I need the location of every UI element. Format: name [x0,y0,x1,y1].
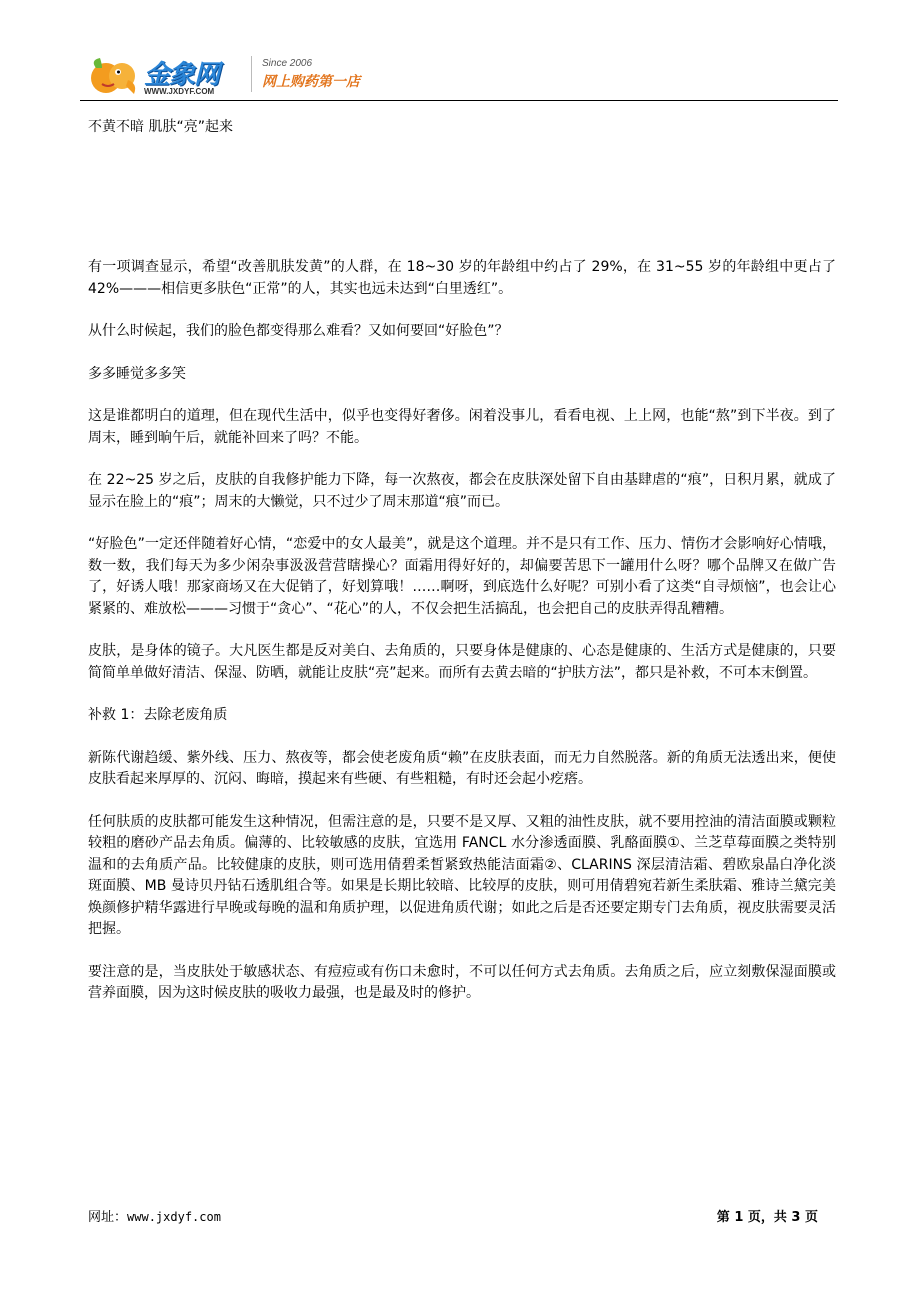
paragraph-survey: 有一项调查显示，希望“改善肌肤发黄”的人群，在 18~30 岁的年龄组中约占了 29%，在 31~55 岁的年龄组中更占了 42%———相信更多肤色“正常”的人，其实也远未达到“白里透红”。 [88,259,836,297]
footer-url-link[interactable]: www.jxdyf.com [127,1210,221,1224]
paragraph-metabolism: 新陈代谢趋缓、紫外线、压力、熬夜等，都会使老废角质“赖”在皮肤表面，而无力自然脱落。新的角质无法透出来，便使皮肤看起来厚厚的、沉闷、晦暗，摸起来有些硬、有些粗糙，有时还会起小疙瘩。 [88,749,836,787]
header-rule [80,100,838,101]
logo-text: 金象网 [144,59,220,89]
paragraph-modern-life: 这是谁都明白的道理，但在现代生活中，似乎也变得好奢侈。闲着没事儿，看看电视、上上网，也能“熬”到下半夜。到了周末，睡到晌午后，就能补回来了吗？不能。 [88,408,836,446]
slogan-text: 网上购药第一店 [262,74,360,90]
paragraph-mirror: 皮肤，是身体的镜子。大凡医生都是反对美白、去角质的，只要身体是健康的、心态是健康的、生活方式是健康的，只要简简单单做好清洁、保湿、防晒，就能让皮肤“亮”起来。而所有去黄去暗的“护肤方法”，都只是补救，不可本末倒置。 [88,643,836,681]
jxdyf-logo[interactable] [88,54,248,98]
paragraph-question: 从什么时候起，我们的脸色都变得那么难看？又如何要回“好脸色”？ [88,323,509,339]
elephant-mascot-icon [88,54,142,98]
page-number: 第 1 页，共 3 页 [716,1210,818,1225]
paragraph-mood: “好脸色”一定还伴随着好心情，“恋爱中的女人最美”，就是这个道理。并不是只有工作、压力、情伤才会影响好心情哦，数一数，我们每天为多少闲杂事汲汲营营瞎操心？面霜用得好好的，却偏要苦思下一罐用什么呀？哪个品牌又在做广告了，好诱人哦！那家商场又在大促销了，好划算哦！……啊呀，到底选什么好呢？可别小看了这类“自寻烦恼”，也会让心紧紧的、难放松———习惯于“贪心”、“花心”的人，不仅会把生活搞乱，也会把自己的皮肤弄得乱糟糟。 [88,536,836,617]
heading-sleep-smile: 多多睡觉多多笑 [88,365,186,382]
paragraph-age: 在 22~25 岁之后，皮肤的自我修护能力下降，每一次熬夜，都会在皮肤深处留下自由基肆虐的“痕”，日积月累，就成了显示在脸上的“痕”；周末的大懒觉，只不过少了周末那道“痕”而已。 [88,472,836,510]
header-divider [251,56,252,92]
document-title: 不黄不暗 肌肤“亮”起来 [88,119,233,135]
page-header [88,50,838,102]
article-body [88,257,836,1026]
page-footer [88,1206,818,1228]
footer-url-block [88,1206,221,1225]
paragraph-products: 任何肤质的皮肤都可能发生这种情况，但需注意的是，只要不是又厚、又粗的油性皮肤，就不要用控油的清洁面膜或颗粒较粗的磨砂产品去角质。偏薄的、比较敏感的皮肤，宜选用 FANCL 水分渗透面膜、乳酪面膜①、兰芝草莓面膜之类特别温和的去角质产品。比较健康的皮肤，则可选用倩碧柔皙紧致热能洁面霜②、CLARINS 深层清洁霜、碧欧泉晶白净化淡斑面膜、MB 曼诗贝丹钻石透肌组合等。如果是长期比较暗、比较厚的皮肤，则可用倩碧宛若新生柔肤霜、雅诗兰黛完美焕颜修护精华露进行早晚或每晚的温和角质护理，以促进角质代谢；如此之后是否还要定期专门去角质，视皮肤需要灵活把握。 [88,813,836,937]
heading-remedy-1: 补救 1：去除老废角质 [88,707,228,723]
logo-url: WWW.JXDYF.COM [144,87,215,96]
since-text: Since 2006 [262,58,313,69]
footer-label: 网址： [88,1210,128,1225]
paragraph-caution: 要注意的是，当皮肤处于敏感状态、有痘痘或有伤口未愈时，不可以任何方式去角质。去角质之后，应立刻敷保湿面膜或营养面膜，因为这时候皮肤的吸收力最强，也是最及时的修护。 [88,963,836,1001]
